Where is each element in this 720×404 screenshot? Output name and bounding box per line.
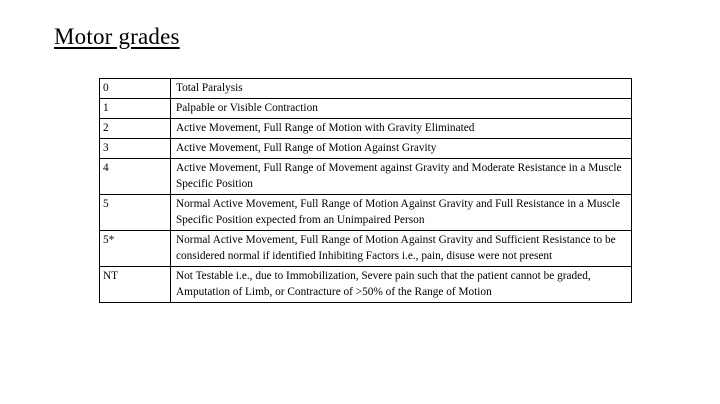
grade-value: 0 [100, 79, 171, 99]
grade-description: Palpable or Visible Contraction [171, 99, 632, 119]
table-row [100, 119, 632, 139]
grade-value: 3 [100, 139, 171, 159]
table-row [100, 231, 632, 267]
grade-value: 5 [100, 195, 171, 231]
motor-grades-table-container [99, 78, 622, 303]
motor-grades-table [99, 78, 632, 303]
table-row [100, 79, 632, 99]
grade-description: Normal Active Movement, Full Range of Motion Against Gravity and Full Resistance in a Muscle Specific Position expected from an Unimpaired Person [171, 195, 632, 231]
grade-description: Active Movement, Full Range of Motion Against Gravity [171, 139, 632, 159]
page-title: Motor grades [54, 24, 180, 49]
table-row [100, 99, 632, 119]
grade-value: NT [100, 267, 171, 303]
grade-description: Active Movement, Full Range of Movement against Gravity and Moderate Resistance in a Muscle Specific Position [171, 159, 632, 195]
grade-description: Active Movement, Full Range of Motion with Gravity Eliminated [171, 119, 632, 139]
grade-value: 5* [100, 231, 171, 267]
grade-description: Not Testable i.e., due to Immobilization, Severe pain such that the patient cannot be graded, Amputation of Limb, or Contracture of >50% of the Range of Motion [171, 267, 632, 303]
grade-value: 4 [100, 159, 171, 195]
table-row [100, 139, 632, 159]
table-row [100, 159, 632, 195]
table-row [100, 267, 632, 303]
grade-value: 1 [100, 99, 171, 119]
grade-description: Total Paralysis [171, 79, 632, 99]
table-row [100, 195, 632, 231]
grade-value: 2 [100, 119, 171, 139]
grade-description: Normal Active Movement, Full Range of Motion Against Gravity and Sufficient Resistance to be considered normal if identified Inhibiting Factors i.e., pain, disuse were not present [171, 231, 632, 267]
